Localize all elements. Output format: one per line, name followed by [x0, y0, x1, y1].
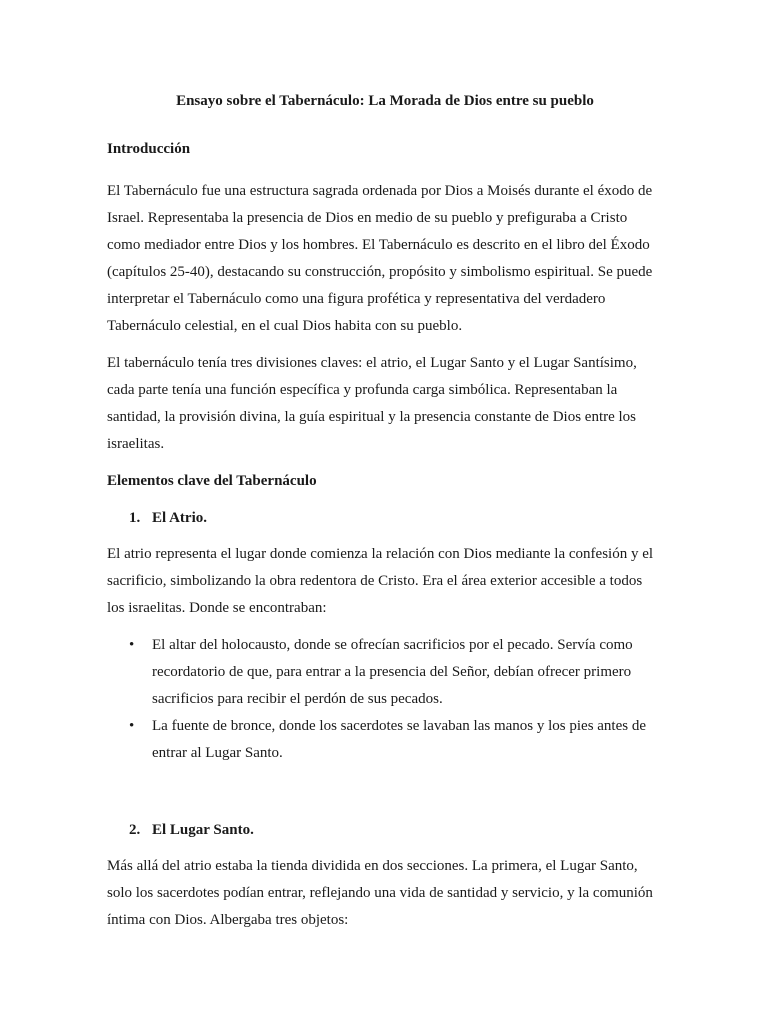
- section-1-paragraph: El atrio representa el lugar donde comienza la relación con Dios mediante la confesión y el sacrificio, simbolizando la obra redentora de Cristo. Era el área exterior accesible a todos los israelitas. Donde se encontraban:: [107, 546, 654, 616]
- list-item: [107, 713, 663, 767]
- list-item: [107, 632, 663, 713]
- list-item-text: La fuente de bronce, donde los sacerdotes se lavaban las manos y los pies antes de entrar al Lugar Santo.: [152, 718, 647, 761]
- intro-paragraph-1: El Tabernáculo fue una estructura sagrada ordenada por Dios a Moisés durante el éxodo de Israel. Representaba la presencia de Dios en medio de su pueblo y prefiguraba a Cristo como mediador entre Dios y los hombres. El Tabernáculo es descrito en el libro del Éxodo (capítulos 25-40), destacando su construcción, propósito y simbolismo espiritual. Se puede interpretar el Tabernáculo como una figura profética y representativa del verdadero Tabernáculo celestial, en el cual Dios habita con su pueblo.: [107, 183, 653, 334]
- elements-heading: Elementos clave del Tabernáculo: [107, 473, 317, 489]
- bullet-icon: •: [129, 637, 135, 653]
- document-title: Ensayo sobre el Tabernáculo: La Morada de Dios entre su pueblo: [176, 93, 594, 109]
- section-2-title: El Lugar Santo.: [152, 822, 254, 838]
- section-1-title: El Atrio.: [152, 510, 207, 526]
- document-body: [107, 90, 663, 934]
- section-1-number: 1.: [129, 510, 141, 526]
- section-1-bullet-list: [107, 632, 663, 767]
- section-1-heading: [107, 507, 663, 529]
- bullet-icon: •: [129, 718, 135, 734]
- intro-heading: Introducción: [107, 141, 191, 157]
- intro-paragraph-2: El tabernáculo tenía tres divisiones claves: el atrio, el Lugar Santo y el Lugar Santísimo, cada parte tenía una función específica y profunda carga simbólica. Representaban la santidad, la provisión divina, la guía espiritual y la presencia constante de Dios entre los israelitas.: [107, 355, 637, 452]
- section-2-heading: [107, 819, 663, 841]
- section-2-number: 2.: [129, 822, 141, 838]
- section-2-paragraph: Más allá del atrio estaba la tienda dividida en dos secciones. La primera, el Lugar Santo, solo los sacerdotes podían entrar, reflejando una vida de santidad y servicio, y la comunión íntima con Dios. Albergaba tres objetos:: [107, 858, 653, 928]
- list-item-text: El altar del holocausto, donde se ofrecían sacrificios por el pecado. Servía como recordatorio de que, para entrar a la presencia del Señor, debían ofrecer primero sacrificios para recibir el perdón de sus pecados.: [152, 637, 633, 707]
